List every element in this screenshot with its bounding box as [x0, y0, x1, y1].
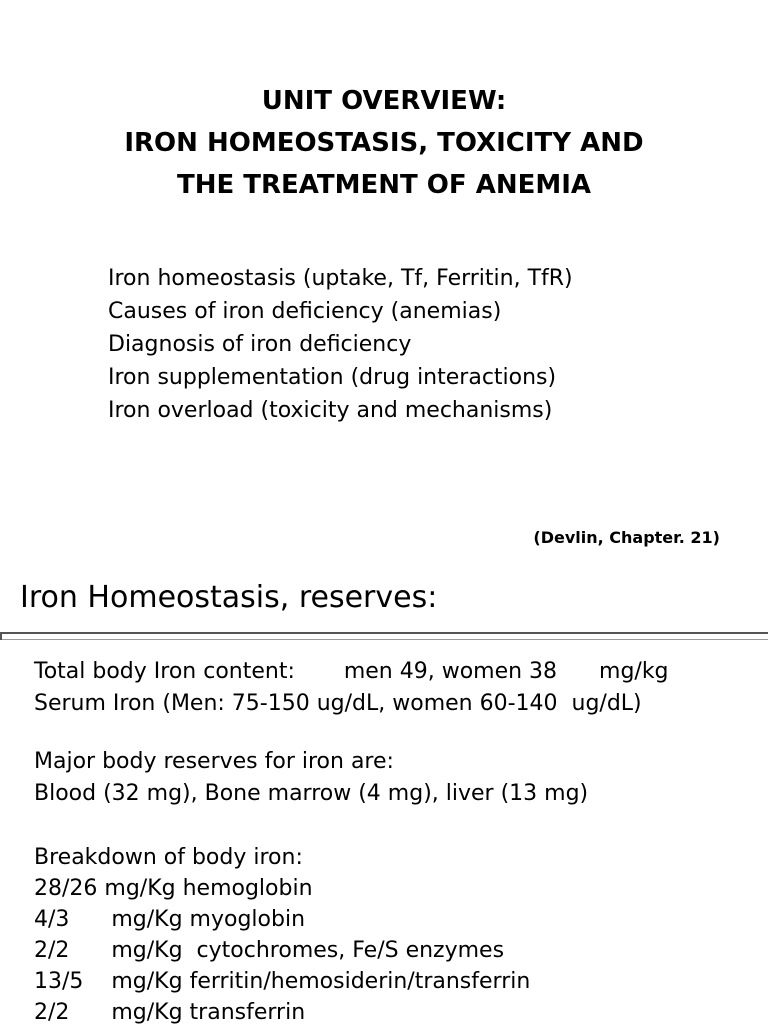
section-heading: Iron Homeostasis, reserves:	[20, 580, 438, 615]
body-line: 13/5 mg/Kg ferritin/hemosiderin/transferrin	[34, 969, 531, 994]
heading-divider	[0, 632, 768, 634]
title-line: THE TREATMENT OF ANEMIA	[176, 170, 592, 200]
body-line: 2/2 mg/Kg cytochromes, Fe/S enzymes	[34, 938, 505, 963]
chapter-reference: (Devlin, Chapter. 21)	[533, 528, 720, 547]
topic-list	[108, 262, 573, 427]
iron-content-block	[34, 656, 669, 720]
body-line: 4/3 mg/Kg myoglobin	[34, 907, 306, 932]
body-line: 28/26 mg/Kg hemoglobin	[34, 876, 313, 901]
body-line: Serum Iron (Men: 75-150 ug/dL, women 60-140 ug/dL)	[34, 691, 642, 716]
title-line: UNIT OVERVIEW:	[261, 86, 507, 116]
reserves-block	[34, 746, 588, 810]
topic-item: Diagnosis of iron deficiency	[108, 332, 412, 357]
unit-title	[0, 80, 768, 206]
breakdown-block	[34, 842, 530, 1028]
topic-item: Iron homeostasis (uptake, Tf, Ferritin, TfR)	[108, 266, 573, 291]
title-line: IRON HOMEOSTASIS, TOXICITY AND	[124, 128, 644, 158]
topic-item: Causes of iron deficiency (anemias)	[108, 299, 502, 324]
body-line: Breakdown of body iron:	[34, 845, 303, 870]
body-line: Total body Iron content: men 49, women 38 mg/kg	[34, 659, 669, 684]
body-line: Blood (32 mg), Bone marrow (4 mg), liver (13 mg)	[34, 781, 589, 806]
heading-divider-secondary	[0, 639, 768, 640]
body-line: 2/2 mg/Kg transferrin	[34, 1000, 306, 1025]
topic-item: Iron overload (toxicity and mechanisms)	[108, 398, 553, 423]
body-line: Major body reserves for iron are:	[34, 749, 394, 774]
topic-item: Iron supplementation (drug interactions)	[108, 365, 557, 390]
divider-end-cap	[0, 632, 2, 640]
